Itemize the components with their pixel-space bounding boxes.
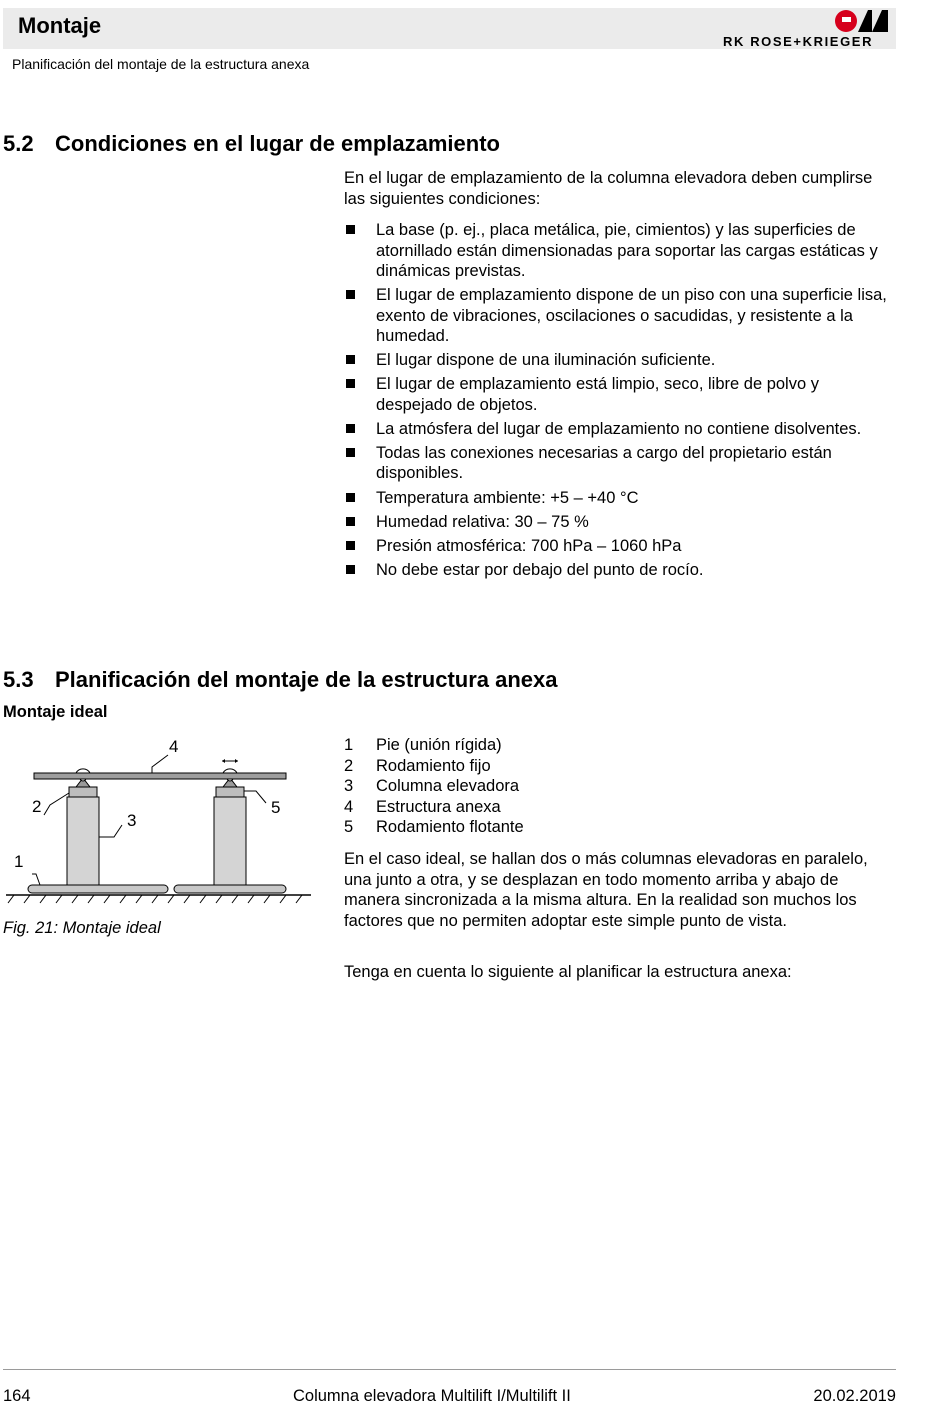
- section-5-3-heading: [3, 667, 558, 693]
- figure-caption: Fig. 21: Montaje ideal: [3, 919, 161, 937]
- list-item: Presión atmosférica: 700 hPa – 1060 hPa: [344, 536, 896, 557]
- square-bullet-icon: [346, 517, 355, 526]
- legend-item: 3 Columna elevadora: [344, 777, 520, 795]
- planning-note-paragraph: Tenga en cuenta lo siguiente al planificar la estructura anexa:: [344, 963, 792, 981]
- figure-legend: [344, 735, 524, 838]
- list-item: La atmósfera del lugar de emplazamiento no contiene disolventes.: [344, 419, 896, 440]
- list-item: El lugar de emplazamiento dispone de un piso con una superficie lisa, exento de vibraciones, oscilaciones o sacudidas, y resistente a la humedad.: [344, 285, 896, 347]
- figure-label-4: 4: [169, 737, 179, 756]
- page-header-title: Montaje: [18, 13, 102, 38]
- legend-item: 2 Rodamiento fijo: [344, 756, 491, 775]
- square-bullet-icon: [346, 541, 355, 550]
- list-item: El lugar de emplazamiento está limpio, seco, libre de polvo y despejado de objetos.: [344, 374, 896, 415]
- figure-label-1: 1: [14, 852, 24, 871]
- figure-label-2: 2: [32, 797, 42, 816]
- section-title: Condiciones en el lugar de emplazamiento: [55, 131, 500, 156]
- square-bullet-icon: [346, 379, 355, 388]
- list-item: El lugar dispone de una iluminación suficiente.: [344, 350, 896, 371]
- list-item: Humedad relativa: 30 – 75 %: [344, 512, 896, 533]
- square-bullet-icon: [346, 290, 355, 299]
- section-number: 5.2: [3, 131, 34, 156]
- square-bullet-icon: [346, 225, 355, 234]
- square-bullet-icon: [346, 448, 355, 457]
- square-bullet-icon: [346, 493, 355, 502]
- ideal-mounting-diagram: [6, 735, 316, 910]
- document-title: Columna elevadora Multilift I/Multilift II: [293, 1387, 571, 1405]
- logo-wordmark: RK ROSE+KRIEGER: [723, 34, 874, 49]
- subheading-montaje-ideal: Montaje ideal: [3, 703, 108, 721]
- page-number: 164: [3, 1387, 31, 1405]
- section-5-2-intro: En el lugar de emplazamiento de la columna elevadora deben cumplirse las siguientes condiciones:: [344, 169, 873, 208]
- section-5-2-heading: [3, 131, 500, 157]
- document-date: 20.02.2019: [813, 1387, 896, 1405]
- footer-divider: [3, 1369, 896, 1370]
- ideal-case-paragraph: En el caso ideal, se hallan dos o más columnas elevadoras en paralelo, una junto a otra, y se desplazan en todo momento arriba y abajo de manera sincronizada a la misma altura. En la realidad son muchos los factores que no permiten adoptar este simple punto de vista.: [344, 850, 868, 930]
- section-number: 5.3: [3, 667, 34, 692]
- legend-item: 1 Pie (unión rígida): [344, 736, 502, 754]
- square-bullet-icon: [346, 424, 355, 433]
- square-bullet-icon: [346, 355, 355, 364]
- list-item: La base (p. ej., placa metálica, pie, cimientos) y las superficies de atornillado están dimensionadas para soportar las cargas estáticas y dinámicas previstas.: [344, 220, 896, 282]
- square-bullet-icon: [346, 565, 355, 574]
- legend-item: 5 Rodamiento flotante: [344, 818, 524, 836]
- figure-label-3: 3: [127, 811, 137, 830]
- section-title: Planificación del montaje de la estructura anexa: [55, 667, 558, 692]
- legend-item: 4 Estructura anexa: [344, 797, 501, 816]
- figure-label-5: 5: [271, 798, 281, 817]
- page-header-subtitle: Planificación del montaje de la estructura anexa: [12, 56, 310, 72]
- list-item: Temperatura ambiente: +5 – +40 °C: [344, 488, 896, 509]
- conditions-list: [344, 220, 896, 584]
- list-item: No debe estar por debajo del punto de rocío.: [344, 560, 896, 581]
- list-item: Todas las conexiones necesarias a cargo del propietario están disponibles.: [344, 443, 896, 484]
